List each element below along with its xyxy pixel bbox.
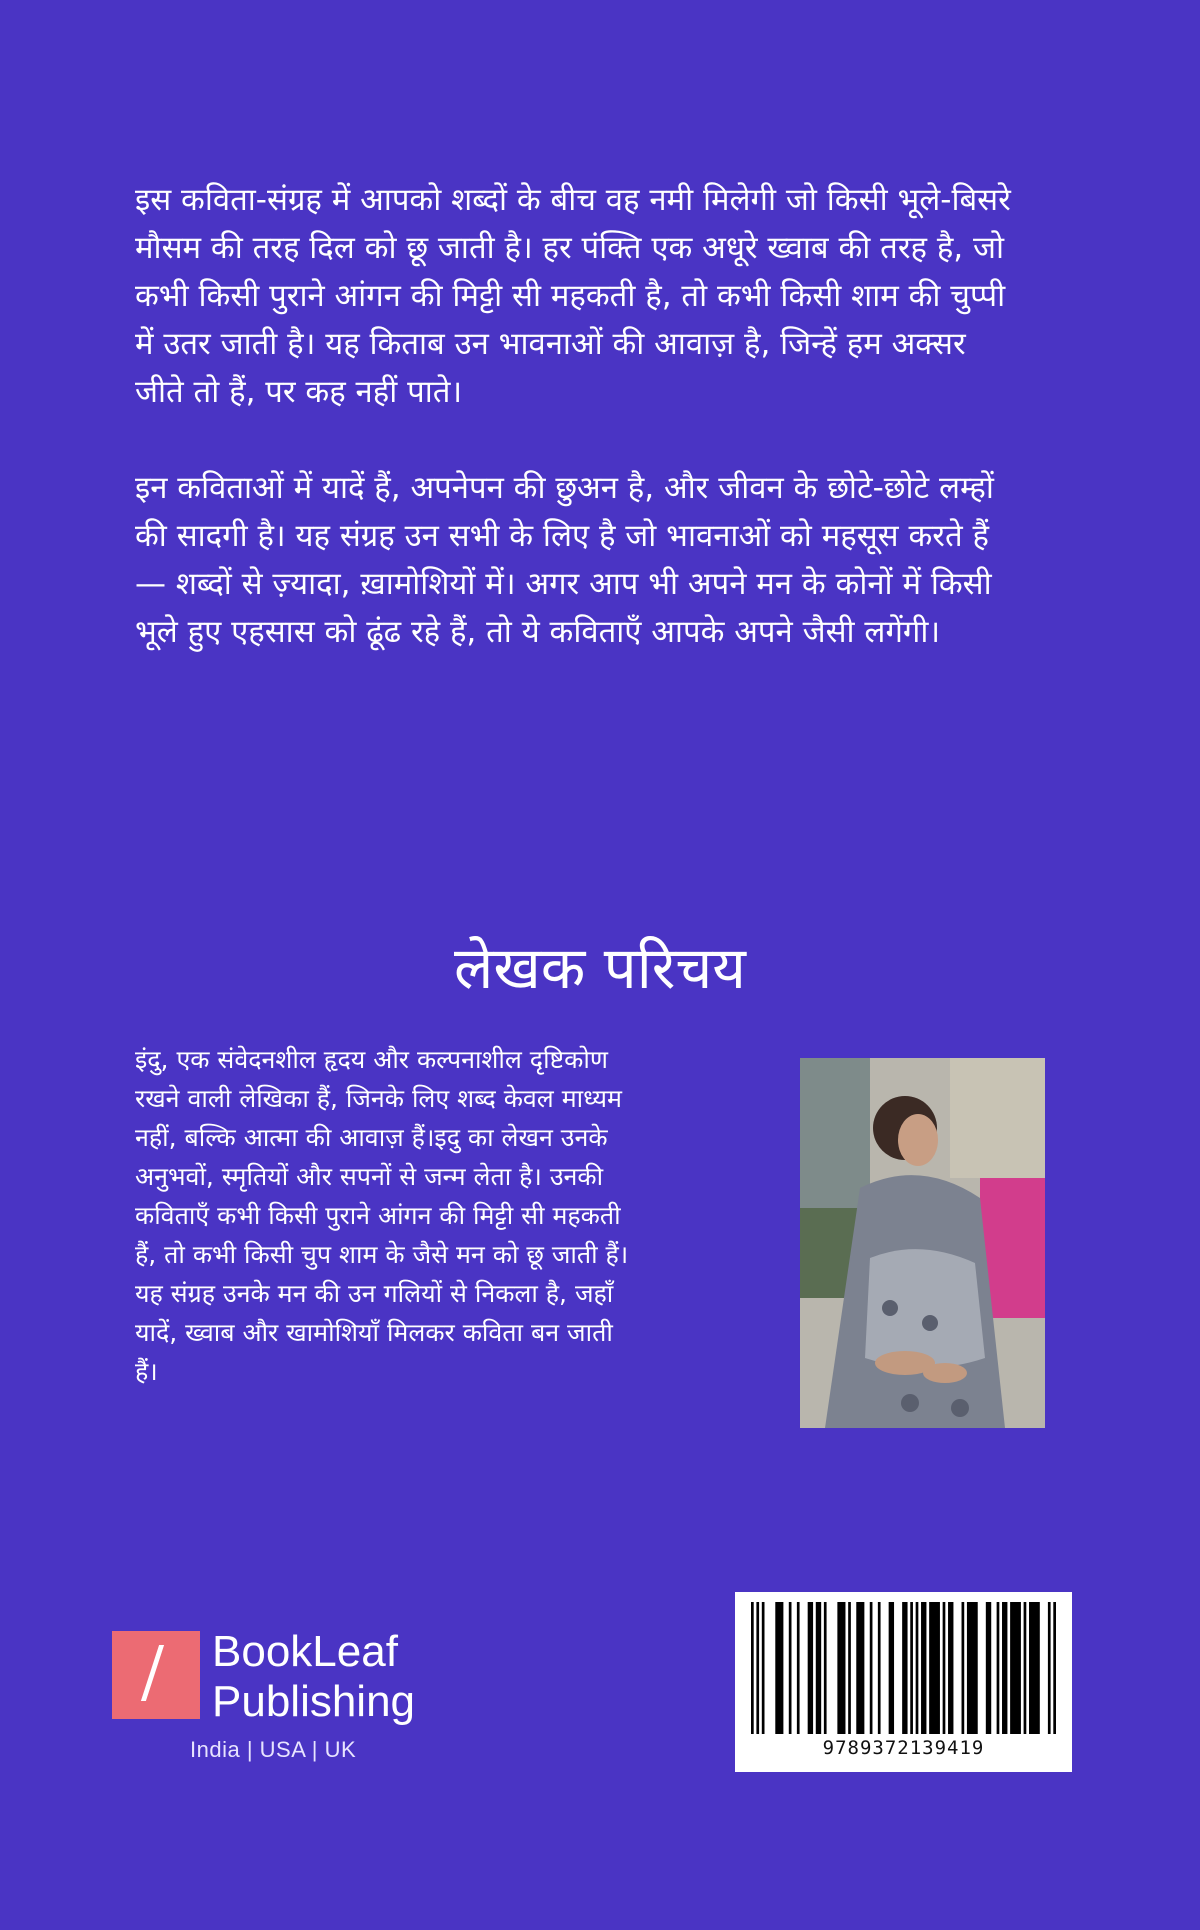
author-section-title: लेखक परिचय	[454, 934, 746, 1003]
isbn-barcode	[735, 1592, 1072, 1772]
blurb-paragraph-1: इस कविता-संग्रह में आपको शब्दों के बीच वह नमी मिलेगी जो किसी भूले-बिसरे मौसम की तरह दिल को छू जाती है। हर पंक्ति एक अधूरे ख्वाब की तरह है, जो कभी किसी पुराने आंगन की मिट्टी सी महकती है, तो कभी किसी शाम की चुप्पी में उतर जाती है। यह किताब उन भावनाओं की आवाज़ है, जिन्हें हम अक्सर जीते तो हैं, पर कह नहीं पाते।	[135, 182, 1011, 410]
back-cover-blurb	[135, 176, 1015, 704]
author-bio-paragraph-1: इंदु, एक संवेदनशील हृदय और कल्पनाशील दृष्टिकोण रखने वाली लेखिका हैं, जिनके लिए शब्द केवल माध्यम नहीं, बल्कि आत्मा की आवाज़ हैं।इदु का लेखन उनके अनुभवों, स्मृतियों और सपनों से जन्म लेता है। उनकी कविताएँ कभी किसी पुराने आंगन की मिट्टी सी महकती हैं, तो कभी किसी चुप शाम के जैसे मन को छू जाती हैं।	[135, 1045, 629, 1269]
blurb-paragraph-2: इन कविताओं में यादें हैं, अपनेपन की छुअन है, और जीवन के छोटे-छोटे लम्हों की सादगी है। यह संग्रह उन सभी के लिए है जो भावनाओं को महसूस करते हैं — शब्दों से ज़्यादा, ख़ामोशियों में। अगर आप भी अपने मन के कोनों में किसी भूले हुए एहसास को ढूंढ रहे हैं, तो ये कविताएँ आपके अपने जैसी लगेंगी।	[135, 470, 994, 650]
barcode-bars	[749, 1602, 1058, 1734]
author-bio	[135, 1040, 635, 1391]
author-photo	[800, 1058, 1045, 1428]
isbn-number: 9789372139419	[822, 1737, 985, 1759]
publisher-name-line-2: Publishing	[212, 1677, 416, 1726]
publisher-name-line-1: BookLeaf	[212, 1627, 398, 1676]
publisher-logo-icon	[112, 1631, 200, 1719]
author-bio-paragraph-2: यह संग्रह उनके मन की उन गलियों से निकला है, जहाँ यादें, ख्वाब और खामोशियाँ मिलकर कविता बन जाती हैं।	[135, 1279, 614, 1386]
publisher-regions: India | USA | UK	[190, 1737, 357, 1762]
publisher-name	[212, 1627, 452, 1727]
